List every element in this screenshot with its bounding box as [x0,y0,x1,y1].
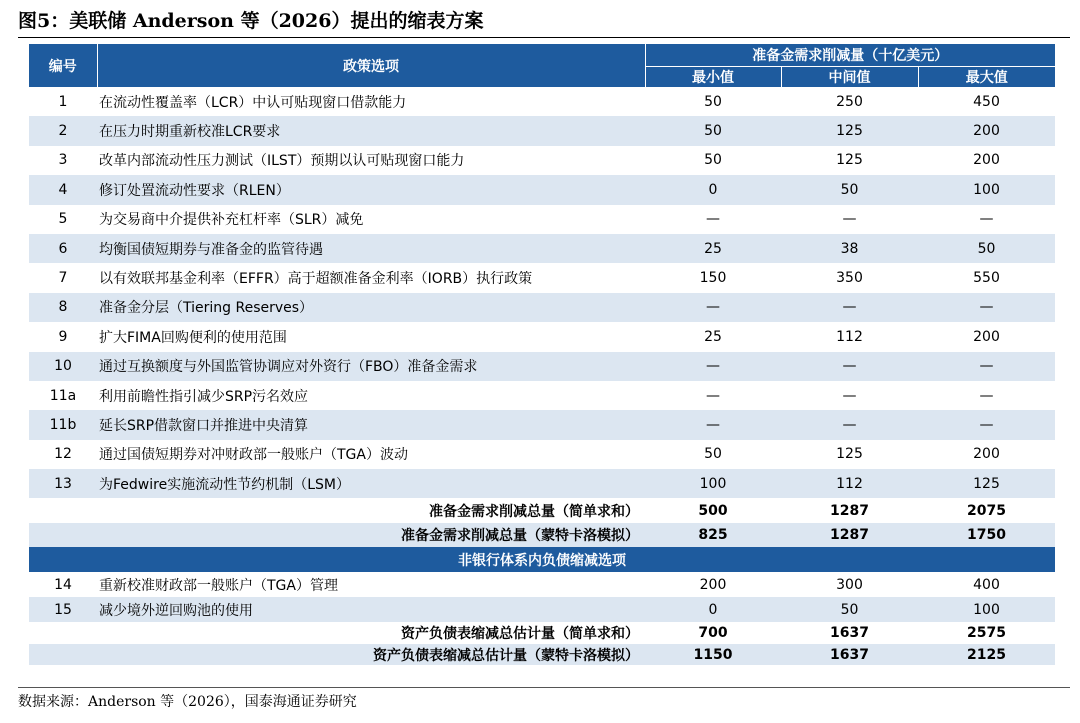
row-mid: — [781,381,918,410]
row-min: 50 [645,146,781,175]
table-row [29,293,1055,322]
header-mid: 中间值 [781,66,918,87]
row-id: 10 [29,352,97,381]
row-policy: 重新校准财政部一般账户（TGA）管理 [97,572,645,597]
row-mid: — [781,293,918,322]
table-row [29,410,1055,439]
header-max: 最大值 [918,66,1055,87]
row-mid: 125 [781,116,918,145]
row-id: 4 [29,175,97,204]
total-label: 资产负债表缩减总估计量（蒙特卡洛模拟） [29,644,645,666]
row-max: 200 [918,146,1055,175]
row-min: — [645,352,781,381]
row-id: 11b [29,410,97,439]
total-max: 2125 [918,644,1055,666]
row-policy: 在流动性覆盖率（LCR）中认可贴现窗口借款能力 [97,87,645,116]
header-min: 最小值 [645,66,781,87]
row-min: 50 [645,87,781,116]
row-policy: 改革内部流动性压力测试（ILST）预期以认可贴现窗口能力 [97,146,645,175]
total-label: 准备金需求削减总量（简单求和） [29,498,645,523]
row-mid: 300 [781,572,918,597]
row-mid: — [781,410,918,439]
row-policy: 延长SRP借款窗口并推进中央清算 [97,410,645,439]
row-policy: 为交易商中介提供补充杠杆率（SLR）减免 [97,205,645,234]
row-max: 125 [918,469,1055,498]
table-row [29,205,1055,234]
total-mid: 1637 [781,622,918,644]
row-min: 0 [645,597,781,622]
table-row [29,322,1055,351]
row-id: 12 [29,440,97,469]
table-row [29,440,1055,469]
row-min: 100 [645,469,781,498]
row-policy: 以有效联邦基金利率（EFFR）高于超额准备金利率（IORB）执行政策 [97,263,645,292]
row-max: 200 [918,116,1055,145]
table-row [29,352,1055,381]
section-title: 非银行体系内负债缩减选项 [29,547,1055,572]
row-policy: 通过国债短期券对冲财政部一般账户（TGA）波动 [97,440,645,469]
total-min: 825 [645,523,781,548]
row-policy: 扩大FIMA回购便利的使用范围 [97,322,645,351]
total-label: 资产负债表缩减总估计量（简单求和） [29,622,645,644]
table-row [29,263,1055,292]
row-max: 50 [918,234,1055,263]
header-group: 准备金需求削减量（十亿美元） [645,44,1055,66]
table-row [29,87,1055,116]
row-mid: 350 [781,263,918,292]
title-divider [18,37,1070,38]
total-min: 700 [645,622,781,644]
total-max: 1750 [918,523,1055,548]
row-id: 5 [29,205,97,234]
header-policy: 政策选项 [97,44,645,87]
header-id: 编号 [29,44,97,87]
table-row [29,175,1055,204]
total-min: 500 [645,498,781,523]
row-id: 14 [29,572,97,597]
total-row [29,644,1055,666]
table-row [29,146,1055,175]
row-min: — [645,410,781,439]
row-policy: 在压力时期重新校准LCR要求 [97,116,645,145]
row-id: 1 [29,87,97,116]
row-policy: 利用前瞻性指引减少SRP污名效应 [97,381,645,410]
row-max: 100 [918,175,1055,204]
row-mid: 112 [781,322,918,351]
source-note: 数据来源：Anderson 等（2026），国泰海通证券研究 [18,694,357,710]
table-row [29,381,1055,410]
row-mid: 50 [781,175,918,204]
row-max: 450 [918,87,1055,116]
row-id: 7 [29,263,97,292]
row-mid: — [781,205,918,234]
row-policy: 均衡国债短期券与准备金的监管待遇 [97,234,645,263]
proposal-table [29,44,1055,665]
total-label: 准备金需求削减总量（蒙特卡洛模拟） [29,523,645,548]
total-mid: 1287 [781,523,918,548]
row-mid: 50 [781,597,918,622]
table-row [29,234,1055,263]
row-max: 200 [918,440,1055,469]
total-mid: 1637 [781,644,918,666]
row-max: 550 [918,263,1055,292]
row-max: 200 [918,322,1055,351]
row-min: — [645,381,781,410]
row-id: 2 [29,116,97,145]
row-policy: 减少境外逆回购池的使用 [97,597,645,622]
row-max: 400 [918,572,1055,597]
row-max: — [918,205,1055,234]
table-row [29,116,1055,145]
total-max: 2075 [918,498,1055,523]
table-row [29,597,1055,622]
table-row [29,572,1055,597]
row-mid: 125 [781,440,918,469]
total-mid: 1287 [781,498,918,523]
row-max: — [918,293,1055,322]
row-min: 25 [645,322,781,351]
total-min: 1150 [645,644,781,666]
row-min: 25 [645,234,781,263]
row-id: 13 [29,469,97,498]
row-mid: 250 [781,87,918,116]
row-mid: 125 [781,146,918,175]
row-max: — [918,352,1055,381]
section-header-row [29,547,1055,572]
total-max: 2575 [918,622,1055,644]
row-max: — [918,381,1055,410]
row-policy: 通过互换额度与外国监管协调应对外资行（FBO）准备金需求 [97,352,645,381]
row-mid: 112 [781,469,918,498]
row-min: 0 [645,175,781,204]
row-min: 150 [645,263,781,292]
row-min: — [645,205,781,234]
row-id: 15 [29,597,97,622]
row-min: — [645,293,781,322]
row-max: — [918,410,1055,439]
row-min: 200 [645,572,781,597]
row-mid: 38 [781,234,918,263]
row-min: 50 [645,116,781,145]
table-row [29,469,1055,498]
row-id: 9 [29,322,97,351]
row-mid: — [781,352,918,381]
row-policy: 准备金分层（Tiering Reserves） [97,293,645,322]
figure-title: 图5：美联储 Anderson 等（2026）提出的缩表方案 [18,10,484,32]
total-row [29,523,1055,548]
source-divider [18,687,1070,688]
row-max: 100 [918,597,1055,622]
row-policy: 修订处置流动性要求（RLEN） [97,175,645,204]
row-min: 50 [645,440,781,469]
row-id: 11a [29,381,97,410]
total-row [29,498,1055,523]
row-id: 6 [29,234,97,263]
total-row [29,622,1055,644]
row-policy: 为Fedwire实施流动性节约机制（LSM） [97,469,645,498]
row-id: 8 [29,293,97,322]
row-id: 3 [29,146,97,175]
